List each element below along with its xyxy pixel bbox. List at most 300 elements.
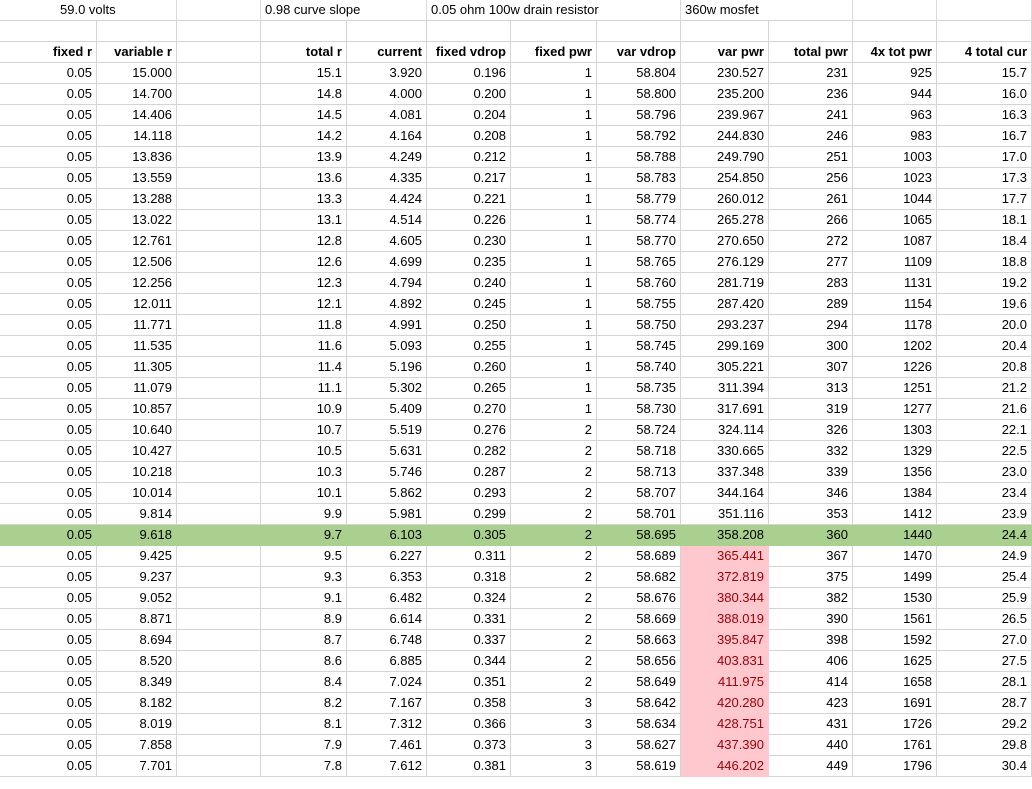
empty-cell[interactable] [177, 315, 261, 336]
cell-total-r[interactable]: 9.9 [261, 504, 347, 525]
cell-fixed-pwr[interactable]: 1 [511, 252, 597, 273]
cell-var-pwr[interactable]: 365.441 [681, 546, 769, 567]
cell-fixed-pwr[interactable]: 2 [511, 588, 597, 609]
cell-4-total-cur[interactable]: 15.7 [937, 63, 1032, 84]
cell-total-r[interactable]: 13.9 [261, 147, 347, 168]
cell-total-pwr[interactable]: 231 [769, 63, 853, 84]
cell-current[interactable]: 5.302 [347, 378, 427, 399]
cell-current[interactable]: 4.794 [347, 273, 427, 294]
empty-cell[interactable] [511, 0, 597, 21]
cell-var-vdrop[interactable]: 58.663 [597, 630, 681, 651]
empty-cell[interactable] [177, 294, 261, 315]
cell-total-pwr[interactable]: 414 [769, 672, 853, 693]
empty-cell[interactable] [853, 0, 937, 21]
cell-var-pwr[interactable]: 395.847 [681, 630, 769, 651]
cell-fixed-pwr[interactable]: 2 [511, 609, 597, 630]
cell-4x-tot-pwr[interactable]: 1625 [853, 651, 937, 672]
cell-total-r[interactable]: 12.3 [261, 273, 347, 294]
cell-current[interactable]: 7.167 [347, 693, 427, 714]
cell-total-r[interactable]: 8.1 [261, 714, 347, 735]
cell-var-pwr[interactable]: 372.819 [681, 567, 769, 588]
empty-cell[interactable] [427, 21, 511, 42]
cell-variable-r[interactable]: 12.761 [97, 231, 177, 252]
empty-cell[interactable] [97, 0, 177, 21]
cell-var-vdrop[interactable]: 58.779 [597, 189, 681, 210]
cell-var-pwr[interactable]: 351.116 [681, 504, 769, 525]
header-4-total-cur[interactable]: 4 total cur [937, 42, 1032, 63]
cell-variable-r[interactable]: 9.052 [97, 588, 177, 609]
cell-total-r[interactable]: 10.1 [261, 483, 347, 504]
cell-variable-r[interactable]: 7.858 [97, 735, 177, 756]
empty-cell[interactable] [937, 21, 1032, 42]
cell-total-r[interactable]: 9.7 [261, 525, 347, 546]
cell-fixed-r[interactable]: 0.05 [0, 336, 97, 357]
cell-fixed-r[interactable]: 0.05 [0, 84, 97, 105]
empty-cell[interactable] [177, 609, 261, 630]
cell-fixed-pwr[interactable]: 1 [511, 126, 597, 147]
cell-var-vdrop[interactable]: 58.755 [597, 294, 681, 315]
cell-4x-tot-pwr[interactable]: 1561 [853, 609, 937, 630]
cell-variable-r[interactable]: 8.349 [97, 672, 177, 693]
cell-4x-tot-pwr[interactable]: 1412 [853, 504, 937, 525]
cell-variable-r[interactable]: 7.701 [97, 756, 177, 777]
cell-var-vdrop[interactable]: 58.750 [597, 315, 681, 336]
cell-var-pwr[interactable]: 420.280 [681, 693, 769, 714]
cell-var-pwr[interactable]: 317.691 [681, 399, 769, 420]
empty-cell[interactable] [0, 21, 97, 42]
cell-variable-r[interactable]: 8.520 [97, 651, 177, 672]
empty-cell[interactable] [853, 21, 937, 42]
empty-cell[interactable] [511, 21, 597, 42]
cell-total-pwr[interactable]: 449 [769, 756, 853, 777]
empty-cell[interactable] [177, 210, 261, 231]
cell-fixed-r[interactable]: 0.05 [0, 525, 97, 546]
cell-var-vdrop[interactable]: 58.627 [597, 735, 681, 756]
cell-fixed-vdrop[interactable]: 0.337 [427, 630, 511, 651]
cell-fixed-r[interactable]: 0.05 [0, 420, 97, 441]
empty-cell[interactable] [177, 546, 261, 567]
cell-fixed-pwr[interactable]: 1 [511, 294, 597, 315]
cell-current[interactable]: 4.424 [347, 189, 427, 210]
empty-cell[interactable] [177, 252, 261, 273]
cell-4-total-cur[interactable]: 27.0 [937, 630, 1032, 651]
cell-var-vdrop[interactable]: 58.724 [597, 420, 681, 441]
cell-current[interactable]: 4.892 [347, 294, 427, 315]
cell-fixed-r[interactable]: 0.05 [0, 630, 97, 651]
cell-fixed-vdrop[interactable]: 0.351 [427, 672, 511, 693]
cell-fixed-vdrop[interactable]: 0.217 [427, 168, 511, 189]
cell-current[interactable]: 4.699 [347, 252, 427, 273]
cell-current[interactable]: 4.991 [347, 315, 427, 336]
cell-total-pwr[interactable]: 313 [769, 378, 853, 399]
cell-total-r[interactable]: 10.3 [261, 462, 347, 483]
cell-total-pwr[interactable]: 360 [769, 525, 853, 546]
cell-total-pwr[interactable]: 246 [769, 126, 853, 147]
empty-cell[interactable] [177, 567, 261, 588]
cell-current[interactable]: 6.227 [347, 546, 427, 567]
empty-cell[interactable] [347, 21, 427, 42]
cell-variable-r[interactable]: 15.000 [97, 63, 177, 84]
cell-4-total-cur[interactable]: 20.0 [937, 315, 1032, 336]
cell-total-r[interactable]: 11.8 [261, 315, 347, 336]
cell-fixed-r[interactable]: 0.05 [0, 273, 97, 294]
cell-current[interactable]: 4.081 [347, 105, 427, 126]
cell-var-vdrop[interactable]: 58.707 [597, 483, 681, 504]
cell-current[interactable]: 7.461 [347, 735, 427, 756]
cell-4x-tot-pwr[interactable]: 1329 [853, 441, 937, 462]
cell-total-r[interactable]: 14.5 [261, 105, 347, 126]
cell-var-pwr[interactable]: 254.850 [681, 168, 769, 189]
cell-variable-r[interactable]: 12.506 [97, 252, 177, 273]
cell-fixed-pwr[interactable]: 2 [511, 546, 597, 567]
cell-current[interactable]: 5.631 [347, 441, 427, 462]
empty-cell[interactable] [261, 21, 347, 42]
cell-fixed-pwr[interactable]: 2 [511, 483, 597, 504]
empty-cell[interactable] [177, 399, 261, 420]
empty-cell[interactable] [937, 0, 1032, 21]
curve-slope-cell[interactable]: 0.98 curve slope [261, 0, 347, 21]
cell-current[interactable]: 4.335 [347, 168, 427, 189]
cell-4-total-cur[interactable]: 17.7 [937, 189, 1032, 210]
cell-total-pwr[interactable]: 367 [769, 546, 853, 567]
cell-fixed-vdrop[interactable]: 0.373 [427, 735, 511, 756]
cell-var-pwr[interactable]: 276.129 [681, 252, 769, 273]
cell-var-pwr[interactable]: 239.967 [681, 105, 769, 126]
cell-4-total-cur[interactable]: 16.7 [937, 126, 1032, 147]
empty-cell[interactable] [177, 357, 261, 378]
cell-fixed-vdrop[interactable]: 0.305 [427, 525, 511, 546]
empty-cell[interactable] [597, 21, 681, 42]
header-var-pwr[interactable]: var pwr [681, 42, 769, 63]
cell-current[interactable]: 5.196 [347, 357, 427, 378]
cell-4-total-cur[interactable]: 29.2 [937, 714, 1032, 735]
cell-fixed-pwr[interactable]: 2 [511, 567, 597, 588]
cell-fixed-vdrop[interactable]: 0.311 [427, 546, 511, 567]
cell-variable-r[interactable]: 14.406 [97, 105, 177, 126]
cell-4-total-cur[interactable]: 29.8 [937, 735, 1032, 756]
cell-fixed-r[interactable]: 0.05 [0, 357, 97, 378]
cell-total-pwr[interactable]: 423 [769, 693, 853, 714]
cell-current[interactable]: 4.249 [347, 147, 427, 168]
cell-fixed-r[interactable]: 0.05 [0, 378, 97, 399]
cell-4x-tot-pwr[interactable]: 1131 [853, 273, 937, 294]
cell-variable-r[interactable]: 13.022 [97, 210, 177, 231]
cell-fixed-r[interactable]: 0.05 [0, 105, 97, 126]
cell-variable-r[interactable]: 10.218 [97, 462, 177, 483]
cell-fixed-r[interactable]: 0.05 [0, 609, 97, 630]
cell-fixed-r[interactable]: 0.05 [0, 462, 97, 483]
cell-variable-r[interactable]: 14.700 [97, 84, 177, 105]
cell-total-pwr[interactable]: 440 [769, 735, 853, 756]
header-var-vdrop[interactable]: var vdrop [597, 42, 681, 63]
empty-cell[interactable] [177, 651, 261, 672]
empty-cell[interactable] [177, 168, 261, 189]
cell-var-pwr[interactable]: 388.019 [681, 609, 769, 630]
cell-fixed-r[interactable]: 0.05 [0, 399, 97, 420]
cell-variable-r[interactable]: 10.640 [97, 420, 177, 441]
cell-4x-tot-pwr[interactable]: 1530 [853, 588, 937, 609]
cell-fixed-pwr[interactable]: 1 [511, 273, 597, 294]
cell-variable-r[interactable]: 10.014 [97, 483, 177, 504]
empty-cell[interactable] [177, 420, 261, 441]
cell-fixed-r[interactable]: 0.05 [0, 315, 97, 336]
cell-var-pwr[interactable]: 437.390 [681, 735, 769, 756]
cell-var-vdrop[interactable]: 58.656 [597, 651, 681, 672]
cell-var-pwr[interactable]: 403.831 [681, 651, 769, 672]
cell-var-pwr[interactable]: 337.348 [681, 462, 769, 483]
cell-current[interactable]: 5.862 [347, 483, 427, 504]
cell-var-pwr[interactable]: 299.169 [681, 336, 769, 357]
cell-fixed-vdrop[interactable]: 0.196 [427, 63, 511, 84]
cell-current[interactable]: 6.103 [347, 525, 427, 546]
cell-current[interactable]: 5.981 [347, 504, 427, 525]
cell-fixed-r[interactable]: 0.05 [0, 231, 97, 252]
cell-total-r[interactable]: 12.1 [261, 294, 347, 315]
header-total-r[interactable]: total r [261, 42, 347, 63]
cell-fixed-vdrop[interactable]: 0.287 [427, 462, 511, 483]
cell-4-total-cur[interactable]: 20.8 [937, 357, 1032, 378]
cell-fixed-vdrop[interactable]: 0.208 [427, 126, 511, 147]
cell-4x-tot-pwr[interactable]: 1044 [853, 189, 937, 210]
cell-fixed-pwr[interactable]: 2 [511, 441, 597, 462]
cell-4-total-cur[interactable]: 30.4 [937, 756, 1032, 777]
header-total-pwr[interactable]: total pwr [769, 42, 853, 63]
cell-total-pwr[interactable]: 339 [769, 462, 853, 483]
cell-4-total-cur[interactable]: 25.4 [937, 567, 1032, 588]
cell-fixed-pwr[interactable]: 2 [511, 462, 597, 483]
cell-var-vdrop[interactable]: 58.792 [597, 126, 681, 147]
cell-4x-tot-pwr[interactable]: 925 [853, 63, 937, 84]
cell-total-r[interactable]: 12.6 [261, 252, 347, 273]
cell-var-vdrop[interactable]: 58.760 [597, 273, 681, 294]
cell-4-total-cur[interactable]: 21.6 [937, 399, 1032, 420]
cell-fixed-vdrop[interactable]: 0.344 [427, 651, 511, 672]
cell-var-pwr[interactable]: 244.830 [681, 126, 769, 147]
cell-current[interactable]: 7.024 [347, 672, 427, 693]
cell-total-r[interactable]: 9.5 [261, 546, 347, 567]
empty-cell[interactable] [177, 483, 261, 504]
empty-cell[interactable] [177, 336, 261, 357]
cell-total-pwr[interactable]: 261 [769, 189, 853, 210]
cell-var-vdrop[interactable]: 58.718 [597, 441, 681, 462]
cell-variable-r[interactable]: 11.771 [97, 315, 177, 336]
cell-variable-r[interactable]: 11.535 [97, 336, 177, 357]
cell-4-total-cur[interactable]: 28.1 [937, 672, 1032, 693]
cell-var-pwr[interactable]: 446.202 [681, 756, 769, 777]
cell-current[interactable]: 6.748 [347, 630, 427, 651]
cell-fixed-pwr[interactable]: 2 [511, 525, 597, 546]
cell-4x-tot-pwr[interactable]: 1202 [853, 336, 937, 357]
cell-4-total-cur[interactable]: 23.9 [937, 504, 1032, 525]
cell-var-pwr[interactable]: 324.114 [681, 420, 769, 441]
cell-var-pwr[interactable]: 358.208 [681, 525, 769, 546]
cell-total-pwr[interactable]: 398 [769, 630, 853, 651]
empty-cell[interactable] [177, 630, 261, 651]
cell-fixed-pwr[interactable]: 1 [511, 63, 597, 84]
cell-4x-tot-pwr[interactable]: 1796 [853, 756, 937, 777]
cell-fixed-vdrop[interactable]: 0.245 [427, 294, 511, 315]
cell-var-vdrop[interactable]: 58.783 [597, 168, 681, 189]
empty-cell[interactable] [177, 84, 261, 105]
cell-fixed-pwr[interactable]: 2 [511, 630, 597, 651]
cell-var-vdrop[interactable]: 58.774 [597, 210, 681, 231]
cell-fixed-pwr[interactable]: 2 [511, 420, 597, 441]
cell-fixed-r[interactable]: 0.05 [0, 294, 97, 315]
cell-4x-tot-pwr[interactable]: 1691 [853, 693, 937, 714]
cell-variable-r[interactable]: 12.256 [97, 273, 177, 294]
cell-fixed-vdrop[interactable]: 0.366 [427, 714, 511, 735]
cell-4x-tot-pwr[interactable]: 983 [853, 126, 937, 147]
cell-fixed-pwr[interactable]: 3 [511, 693, 597, 714]
empty-cell[interactable] [177, 189, 261, 210]
cell-var-vdrop[interactable]: 58.669 [597, 609, 681, 630]
cell-total-r[interactable]: 11.4 [261, 357, 347, 378]
cell-fixed-pwr[interactable]: 1 [511, 231, 597, 252]
cell-total-r[interactable]: 11.1 [261, 378, 347, 399]
cell-var-pwr[interactable]: 287.420 [681, 294, 769, 315]
cell-total-r[interactable]: 8.2 [261, 693, 347, 714]
cell-fixed-vdrop[interactable]: 0.260 [427, 357, 511, 378]
cell-fixed-pwr[interactable]: 1 [511, 378, 597, 399]
cell-4x-tot-pwr[interactable]: 1087 [853, 231, 937, 252]
cell-4-total-cur[interactable]: 23.0 [937, 462, 1032, 483]
cell-fixed-pwr[interactable]: 2 [511, 651, 597, 672]
cell-fixed-r[interactable]: 0.05 [0, 210, 97, 231]
empty-cell[interactable] [681, 21, 769, 42]
cell-total-r[interactable]: 8.9 [261, 609, 347, 630]
cell-fixed-r[interactable]: 0.05 [0, 567, 97, 588]
cell-fixed-vdrop[interactable]: 0.250 [427, 315, 511, 336]
cell-4-total-cur[interactable]: 26.5 [937, 609, 1032, 630]
cell-variable-r[interactable]: 8.694 [97, 630, 177, 651]
cell-4-total-cur[interactable]: 27.5 [937, 651, 1032, 672]
cell-4-total-cur[interactable]: 16.3 [937, 105, 1032, 126]
cell-total-r[interactable]: 13.3 [261, 189, 347, 210]
empty-cell[interactable] [177, 126, 261, 147]
empty-cell[interactable] [177, 21, 261, 42]
cell-total-pwr[interactable]: 375 [769, 567, 853, 588]
cell-total-r[interactable]: 13.1 [261, 210, 347, 231]
cell-variable-r[interactable]: 13.559 [97, 168, 177, 189]
header-4x-tot-pwr[interactable]: 4x tot pwr [853, 42, 937, 63]
cell-4-total-cur[interactable]: 24.4 [937, 525, 1032, 546]
cell-var-pwr[interactable]: 270.650 [681, 231, 769, 252]
cell-var-vdrop[interactable]: 58.619 [597, 756, 681, 777]
cell-var-vdrop[interactable]: 58.676 [597, 588, 681, 609]
cell-variable-r[interactable]: 11.305 [97, 357, 177, 378]
cell-4x-tot-pwr[interactable]: 1178 [853, 315, 937, 336]
cell-4x-tot-pwr[interactable]: 1023 [853, 168, 937, 189]
cell-fixed-pwr[interactable]: 3 [511, 756, 597, 777]
cell-current[interactable]: 5.746 [347, 462, 427, 483]
cell-fixed-pwr[interactable]: 1 [511, 315, 597, 336]
cell-total-pwr[interactable]: 294 [769, 315, 853, 336]
cell-fixed-r[interactable]: 0.05 [0, 483, 97, 504]
cell-fixed-r[interactable]: 0.05 [0, 126, 97, 147]
cell-4-total-cur[interactable]: 24.9 [937, 546, 1032, 567]
empty-cell[interactable] [177, 525, 261, 546]
cell-4x-tot-pwr[interactable]: 1251 [853, 378, 937, 399]
cell-4-total-cur[interactable]: 19.2 [937, 273, 1032, 294]
cell-var-pwr[interactable]: 411.975 [681, 672, 769, 693]
cell-var-vdrop[interactable]: 58.745 [597, 336, 681, 357]
empty-cell[interactable] [177, 441, 261, 462]
cell-var-pwr[interactable]: 380.344 [681, 588, 769, 609]
cell-total-pwr[interactable]: 406 [769, 651, 853, 672]
cell-var-pwr[interactable]: 281.719 [681, 273, 769, 294]
cell-total-r[interactable]: 14.2 [261, 126, 347, 147]
cell-total-r[interactable]: 7.9 [261, 735, 347, 756]
cell-fixed-r[interactable]: 0.05 [0, 441, 97, 462]
cell-var-vdrop[interactable]: 58.695 [597, 525, 681, 546]
cell-total-r[interactable]: 9.3 [261, 567, 347, 588]
cell-total-pwr[interactable]: 241 [769, 105, 853, 126]
cell-total-pwr[interactable]: 390 [769, 609, 853, 630]
cell-total-pwr[interactable]: 319 [769, 399, 853, 420]
cell-var-vdrop[interactable]: 58.796 [597, 105, 681, 126]
cell-var-pwr[interactable]: 330.665 [681, 441, 769, 462]
cell-4x-tot-pwr[interactable]: 1003 [853, 147, 937, 168]
empty-cell[interactable] [177, 378, 261, 399]
cell-fixed-r[interactable]: 0.05 [0, 672, 97, 693]
cell-4-total-cur[interactable]: 23.4 [937, 483, 1032, 504]
cell-4-total-cur[interactable]: 17.0 [937, 147, 1032, 168]
header-fixed-r[interactable]: fixed r [0, 42, 97, 63]
cell-4x-tot-pwr[interactable]: 1499 [853, 567, 937, 588]
cell-fixed-r[interactable]: 0.05 [0, 546, 97, 567]
cell-fixed-r[interactable]: 0.05 [0, 168, 97, 189]
cell-current[interactable]: 6.482 [347, 588, 427, 609]
empty-cell[interactable] [769, 21, 853, 42]
empty-cell[interactable] [597, 0, 681, 21]
cell-fixed-vdrop[interactable]: 0.240 [427, 273, 511, 294]
cell-4x-tot-pwr[interactable]: 1065 [853, 210, 937, 231]
cell-4-total-cur[interactable]: 16.0 [937, 84, 1032, 105]
cell-fixed-pwr[interactable]: 1 [511, 105, 597, 126]
cell-fixed-vdrop[interactable]: 0.255 [427, 336, 511, 357]
cell-fixed-vdrop[interactable]: 0.221 [427, 189, 511, 210]
cell-4x-tot-pwr[interactable]: 1109 [853, 252, 937, 273]
cell-fixed-vdrop[interactable]: 0.381 [427, 756, 511, 777]
cell-fixed-vdrop[interactable]: 0.200 [427, 84, 511, 105]
cell-total-r[interactable]: 11.6 [261, 336, 347, 357]
cell-var-vdrop[interactable]: 58.740 [597, 357, 681, 378]
cell-total-pwr[interactable]: 332 [769, 441, 853, 462]
cell-current[interactable]: 6.353 [347, 567, 427, 588]
cell-fixed-pwr[interactable]: 1 [511, 399, 597, 420]
cell-var-vdrop[interactable]: 58.713 [597, 462, 681, 483]
cell-var-pwr[interactable]: 260.012 [681, 189, 769, 210]
cell-fixed-pwr[interactable]: 1 [511, 84, 597, 105]
cell-total-pwr[interactable]: 382 [769, 588, 853, 609]
cell-current[interactable]: 4.605 [347, 231, 427, 252]
cell-total-pwr[interactable]: 300 [769, 336, 853, 357]
cell-total-r[interactable]: 8.6 [261, 651, 347, 672]
cell-current[interactable]: 5.409 [347, 399, 427, 420]
cell-total-pwr[interactable]: 272 [769, 231, 853, 252]
cell-fixed-pwr[interactable]: 1 [511, 147, 597, 168]
cell-var-vdrop[interactable]: 58.800 [597, 84, 681, 105]
empty-cell[interactable] [177, 462, 261, 483]
cell-variable-r[interactable]: 14.118 [97, 126, 177, 147]
cell-fixed-pwr[interactable]: 1 [511, 168, 597, 189]
cell-fixed-vdrop[interactable]: 0.235 [427, 252, 511, 273]
cell-var-vdrop[interactable]: 58.770 [597, 231, 681, 252]
cell-var-pwr[interactable]: 293.237 [681, 315, 769, 336]
cell-4x-tot-pwr[interactable]: 944 [853, 84, 937, 105]
cell-fixed-vdrop[interactable]: 0.230 [427, 231, 511, 252]
cell-fixed-pwr[interactable]: 3 [511, 714, 597, 735]
